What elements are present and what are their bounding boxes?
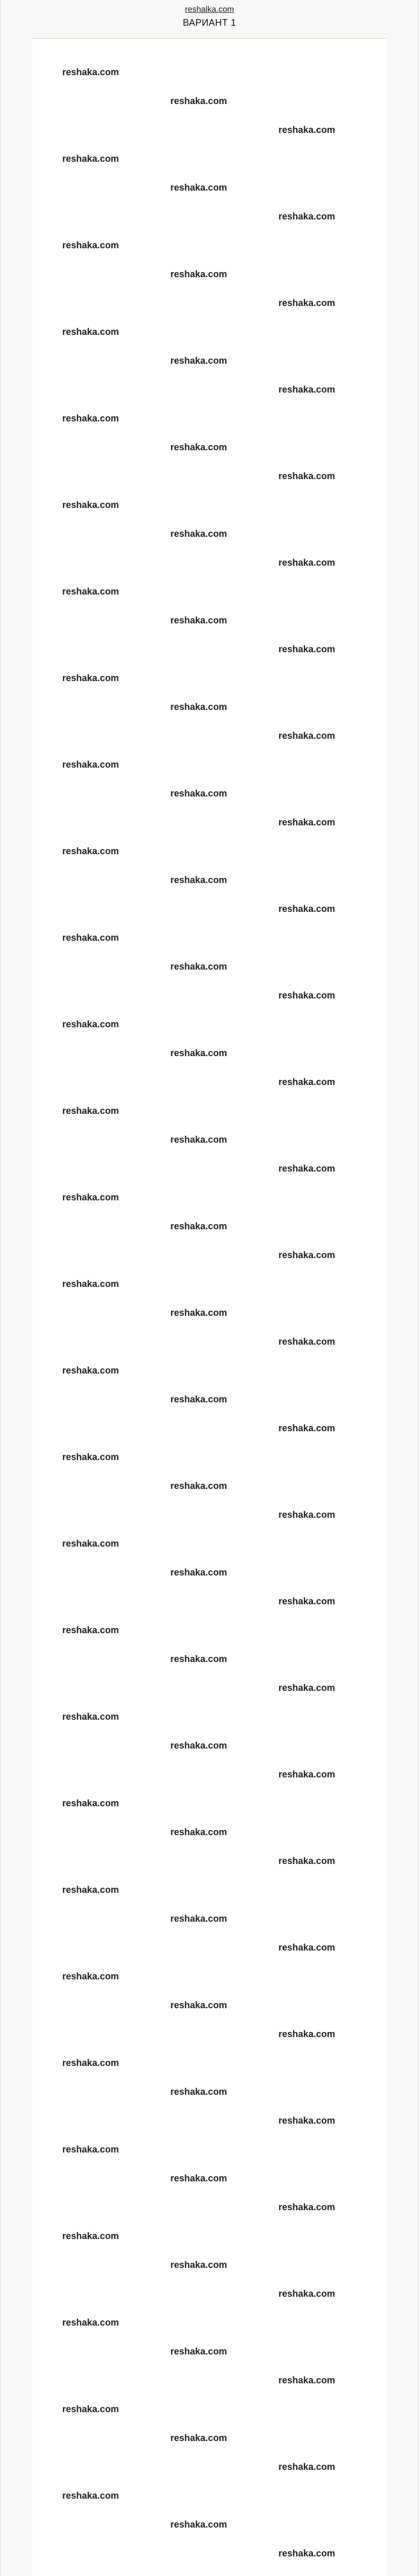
- watermark-text: reshaka.com: [278, 2462, 336, 2472]
- variant-title: ВАРИАНТ 1: [183, 18, 236, 28]
- watermark-text: reshaka.com: [170, 702, 228, 712]
- watermark-text: reshaka.com: [62, 2231, 119, 2241]
- watermark-text: reshaka.com: [62, 586, 119, 597]
- watermark-text: reshaka.com: [170, 875, 228, 885]
- watermark-text: reshaka.com: [62, 1625, 119, 1635]
- watermark-text: reshaka.com: [62, 327, 119, 337]
- watermark-text: reshaka.com: [278, 1856, 336, 1866]
- watermark-text: reshaka.com: [278, 990, 336, 1001]
- watermark-text: reshaka.com: [278, 1596, 336, 1606]
- watermark-text: reshaka.com: [278, 2115, 336, 2126]
- watermark-text: reshaka.com: [62, 1885, 119, 1895]
- watermark-text: reshaka.com: [170, 1740, 228, 1751]
- watermark-text: reshaka.com: [62, 413, 119, 423]
- watermark-text: reshaka.com: [278, 2202, 336, 2212]
- watermark-text: reshaka.com: [62, 1192, 119, 1202]
- watermark-text: reshaka.com: [170, 2087, 228, 2097]
- watermark-text: reshaka.com: [278, 1250, 336, 1260]
- watermark-text: reshaka.com: [62, 846, 119, 856]
- watermark-text: reshaka.com: [170, 269, 228, 279]
- watermark-text: reshaka.com: [278, 557, 336, 568]
- watermark-text: reshaka.com: [170, 1827, 228, 1837]
- watermark-text: reshaka.com: [62, 1711, 119, 1722]
- watermark-text: reshaka.com: [170, 615, 228, 625]
- watermark-text: reshaka.com: [278, 471, 336, 481]
- watermark-text: reshaka.com: [278, 298, 336, 308]
- document-content: [32, 38, 387, 2576]
- watermark-text: reshaka.com: [170, 788, 228, 799]
- watermark-text: reshaka.com: [170, 2519, 228, 2530]
- watermark-text: reshaka.com: [62, 500, 119, 510]
- watermark-text: reshaka.com: [278, 1942, 336, 1953]
- watermark-text: reshaka.com: [62, 1365, 119, 1376]
- watermark-text: reshaka.com: [278, 211, 336, 222]
- watermark-text: reshaka.com: [170, 2433, 228, 2443]
- watermark-text: reshaka.com: [278, 731, 336, 741]
- watermark-text: reshaka.com: [170, 1567, 228, 1578]
- watermark-text: reshaka.com: [62, 1279, 119, 1289]
- watermark-text: reshaka.com: [278, 644, 336, 654]
- watermark-text: reshaka.com: [62, 1452, 119, 1462]
- watermark-text: reshaka.com: [62, 154, 119, 164]
- watermark-text: reshaka.com: [278, 2375, 336, 2385]
- watermark-text: reshaka.com: [278, 1510, 336, 1520]
- watermark-text: reshaka.com: [62, 2058, 119, 2068]
- watermark-text: reshaka.com: [170, 1048, 228, 1058]
- watermark-text: reshaka.com: [278, 384, 336, 395]
- watermark-text: reshaka.com: [170, 182, 228, 193]
- watermark-text: reshaka.com: [62, 2404, 119, 2414]
- watermark-text: reshaka.com: [278, 817, 336, 827]
- watermark-text: reshaka.com: [170, 2173, 228, 2183]
- site-header-link[interactable]: reshalka.com: [185, 5, 234, 14]
- watermark-text: reshaka.com: [170, 2260, 228, 2270]
- watermark-text: reshaka.com: [62, 1798, 119, 1808]
- watermark-text: reshaka.com: [62, 933, 119, 943]
- watermark-text: reshaka.com: [62, 673, 119, 683]
- watermark-text: reshaka.com: [170, 96, 228, 106]
- watermark-text: reshaka.com: [170, 1134, 228, 1145]
- watermark-text: reshaka.com: [278, 2289, 336, 2299]
- watermark-text: reshaka.com: [278, 2029, 336, 2039]
- watermark-text: reshaka.com: [62, 2144, 119, 2155]
- watermark-text: reshaka.com: [170, 529, 228, 539]
- watermark-text: reshaka.com: [62, 2490, 119, 2501]
- watermark-text: reshaka.com: [170, 1394, 228, 1404]
- watermark-text: reshaka.com: [278, 1336, 336, 1347]
- watermark-text: reshaka.com: [62, 2317, 119, 2328]
- watermark-text: reshaka.com: [278, 904, 336, 914]
- watermark-text: reshaka.com: [62, 67, 119, 77]
- watermark-text: reshaka.com: [62, 1538, 119, 1549]
- watermark-text: reshaka.com: [170, 2000, 228, 2010]
- watermark-text: reshaka.com: [170, 1913, 228, 1924]
- watermark-text: reshaka.com: [170, 2346, 228, 2357]
- watermark-text: reshaka.com: [62, 1019, 119, 1029]
- watermark-text: reshaka.com: [170, 355, 228, 366]
- watermark-text: reshaka.com: [278, 1683, 336, 1693]
- watermark-text: reshaka.com: [62, 1106, 119, 1116]
- watermark-text: reshaka.com: [278, 2548, 336, 2558]
- watermark-text: reshaka.com: [62, 759, 119, 770]
- watermark-text: reshaka.com: [170, 1654, 228, 1664]
- watermark-text: reshaka.com: [278, 1769, 336, 1780]
- watermark-text: reshaka.com: [278, 1077, 336, 1087]
- watermark-text: reshaka.com: [278, 1423, 336, 1433]
- watermark-text: reshaka.com: [278, 1163, 336, 1174]
- watermark-text: reshaka.com: [278, 125, 336, 135]
- watermark-text: reshaka.com: [62, 240, 119, 250]
- watermark-text: reshaka.com: [170, 1481, 228, 1491]
- watermark-text: reshaka.com: [170, 1308, 228, 1318]
- watermark-text: reshaka.com: [170, 442, 228, 452]
- watermark-text: reshaka.com: [170, 1221, 228, 1231]
- watermark-text: reshaka.com: [62, 1971, 119, 1981]
- watermark-text: reshaka.com: [170, 961, 228, 972]
